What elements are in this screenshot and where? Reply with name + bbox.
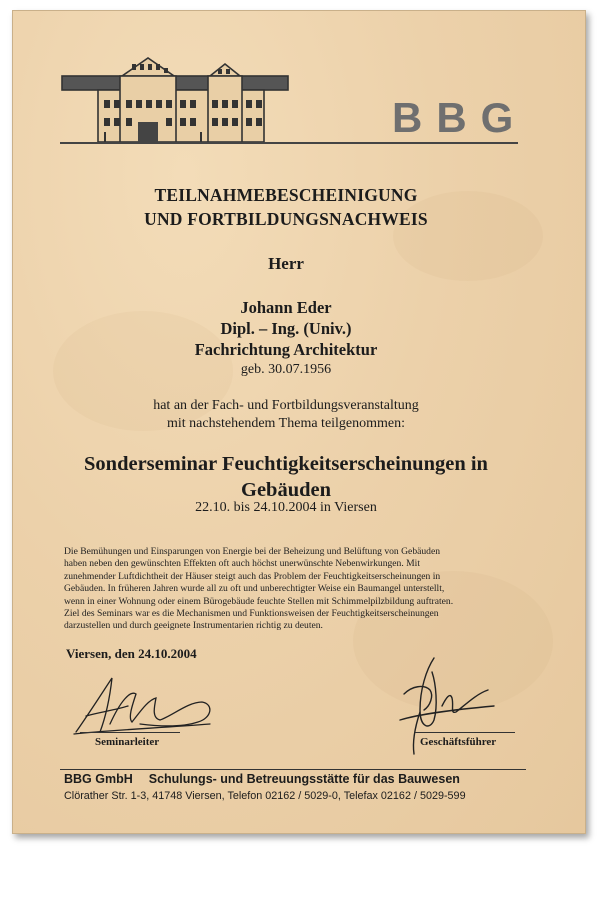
seminar-title-line-1: Sonderseminar Feuchtigkeitserscheinungen in [84, 453, 488, 475]
logo-divider [60, 142, 518, 144]
description-line: Die Bemühungen und Einsparungen von Energie bei der Beheizung und Belüftung von Gebäuden [64, 546, 441, 557]
intro-text [40, 397, 532, 433]
description-line: zunehmender Luftdichtheit der Häuser steigt auch das Problem der Feuchtigkeitserscheinungen in [64, 570, 441, 582]
salutation: Herr [268, 254, 304, 273]
title-line-1: TEILNAHMEBESCHEINIGUNG [154, 185, 418, 205]
participant-birth: geb. 30.07.1956 [240, 362, 332, 377]
seminar-leader-signature [70, 672, 220, 738]
certificate-title [40, 183, 532, 231]
footer-company-row [64, 772, 460, 786]
footer-company-name: BBG GmbH [64, 772, 133, 786]
description-line: wenn in einer Wohnung oder einem Bürogebäude feuchte Stellen mit Schimmelpilzbildung auftraten. [64, 595, 454, 607]
title-line-2: UND FORTBILDUNGSNACHWEIS [144, 209, 428, 229]
seminar-title [40, 451, 532, 503]
managing-director-line [415, 732, 515, 733]
participant-degree: Dipl. – Ing. (Univ.) [220, 319, 352, 338]
intro-line-1: hat an der Fach- und Fortbildungsveranstaltung [153, 398, 419, 413]
footer-divider [60, 769, 526, 770]
description-line: haben neben den gewünschten Effekten oft auch höchst unerwünschte Nebenwirkungen. Mit [64, 558, 421, 570]
seminar-dates: 22.10. bis 24.10.2004 in Viersen [195, 500, 377, 515]
seminar-title-line-2: Gebäuden [241, 479, 331, 501]
seminar-leader-line [80, 732, 180, 733]
seminar-description [64, 546, 529, 633]
building-icon [60, 54, 290, 144]
participant-block [40, 297, 532, 360]
description-line: Gebäuden. In früheren Jahren wurde all zu oft und unberechtigter Weise ein Baumangel unterstellt, [64, 583, 445, 595]
footer-address: Clörather Str. 1-3, 41748 Viersen, Telefon 02162 / 5029-0, Telefax 02162 / 5029-599 [64, 790, 466, 802]
logo-text: BBG [392, 94, 528, 141]
participant-field: Fachrichtung Architektur [194, 340, 378, 359]
seminar-leader-label: Seminarleiter [95, 736, 160, 748]
footer-tagline: Schulungs- und Betreuungsstätte für das Bauwesen [148, 772, 460, 786]
managing-director-label: Geschäftsführer [420, 736, 497, 748]
participant-name: Johann Eder [240, 298, 332, 317]
description-line: Ziel des Seminars war es die Mechanismen und Funktionsweisen der Feuchtigkeitserscheinungen [64, 608, 439, 620]
place-date: Viersen, den 24.10.2004 [66, 646, 197, 661]
description-line: darzustellen und durch geeignete Instrumentarien richtig zu deuten. [64, 620, 323, 632]
intro-line-2: mit nachstehendem Thema teilgenommen: [166, 416, 406, 431]
